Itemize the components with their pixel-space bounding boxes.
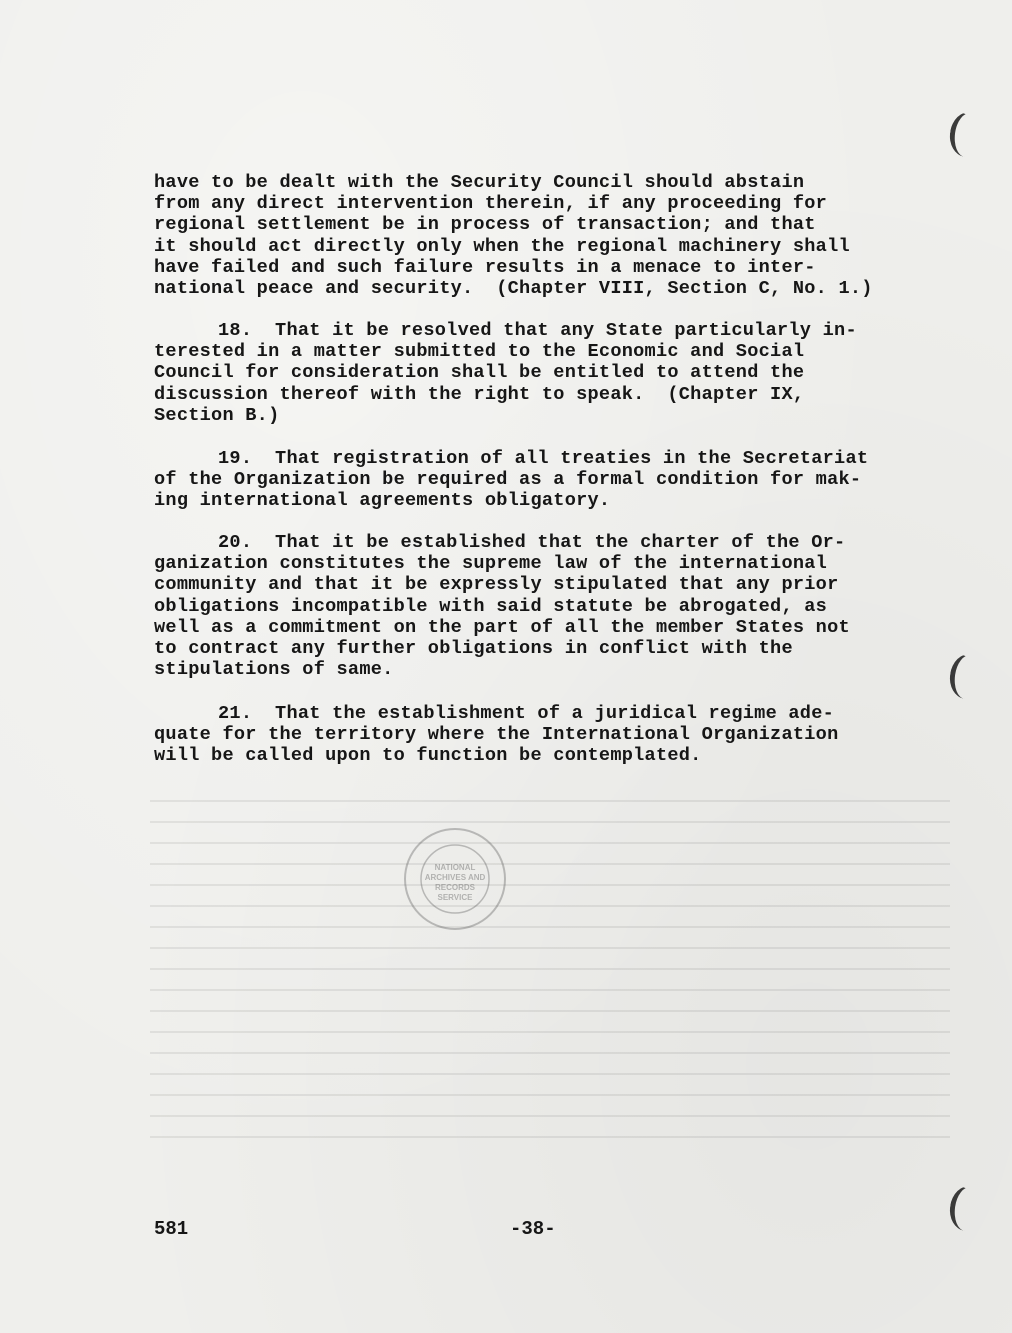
text-line: have to be dealt with the Security Council should abstain [154,172,805,193]
text-line: 21. That the establishment of a juridical regime ade- [218,703,835,724]
paragraph-20 [154,532,954,680]
paragraph-17-continuation [154,172,954,299]
text-line: ganization constitutes the supreme law of the international [154,553,828,575]
text-line: 19. That registration of all treaties in the Secretariat [218,448,869,469]
document-number: 581 [154,1218,189,1240]
svg-text:ARCHIVES AND: ARCHIVES AND [424,873,486,882]
text-line: of the Organization be required as a formal condition for mak- [154,469,862,491]
text-line: Council for consideration shall be entitled to attend the [154,362,805,384]
text-line: terested in a matter submitted to the Economic and Social [154,341,805,363]
svg-text:RECORDS: RECORDS [434,883,476,892]
text-line: from any direct intervention therein, if any proceeding for [154,193,828,215]
text-line: it should act directly only when the regional machinery shall [154,235,850,257]
text-line: have failed and such failure results in a menace to inter- [154,256,816,278]
text-line: Section B.) [154,404,280,426]
page-number: -38- [510,1218,556,1240]
text-line: community and that it be expressly stipulated that any prior [154,574,839,596]
text-line: 20. That it be established that the charter of the Or- [218,532,846,553]
text-line: quate for the territory where the International Organization [154,724,839,746]
text-line: obligations incompatible with said statute be abrogated, as [154,595,828,617]
text-line: to contract any further obligations in conflict with the [154,638,793,660]
text-line: ing international agreements obligatory. [154,490,611,512]
text-line: 18. That it be resolved that any State particularly in- [218,320,857,341]
text-line: discussion thereof with the right to speak. (Chapter IX, [154,383,805,405]
text-line: regional settlement be in process of transaction; and that [154,214,816,236]
binder-hole-shadow [947,110,988,159]
paragraph-19 [154,448,954,512]
text-line: national peace and security. (Chapter VIII, Section C, No. 1.) [154,278,873,300]
paragraph-21 [154,703,954,767]
svg-text:SERVICE: SERVICE [437,893,473,902]
reverse-side-bleed-through [150,800,950,1140]
archive-stamp-seal [402,826,508,932]
paragraph-18 [154,320,954,426]
text-line: will be called upon to function be contemplated. [154,745,702,767]
binder-hole-shadow [947,1184,988,1233]
svg-text:NATIONAL: NATIONAL [434,863,476,872]
text-line: stipulations of same. [154,659,394,681]
text-line: well as a commitment on the part of all the member States not [154,616,850,638]
